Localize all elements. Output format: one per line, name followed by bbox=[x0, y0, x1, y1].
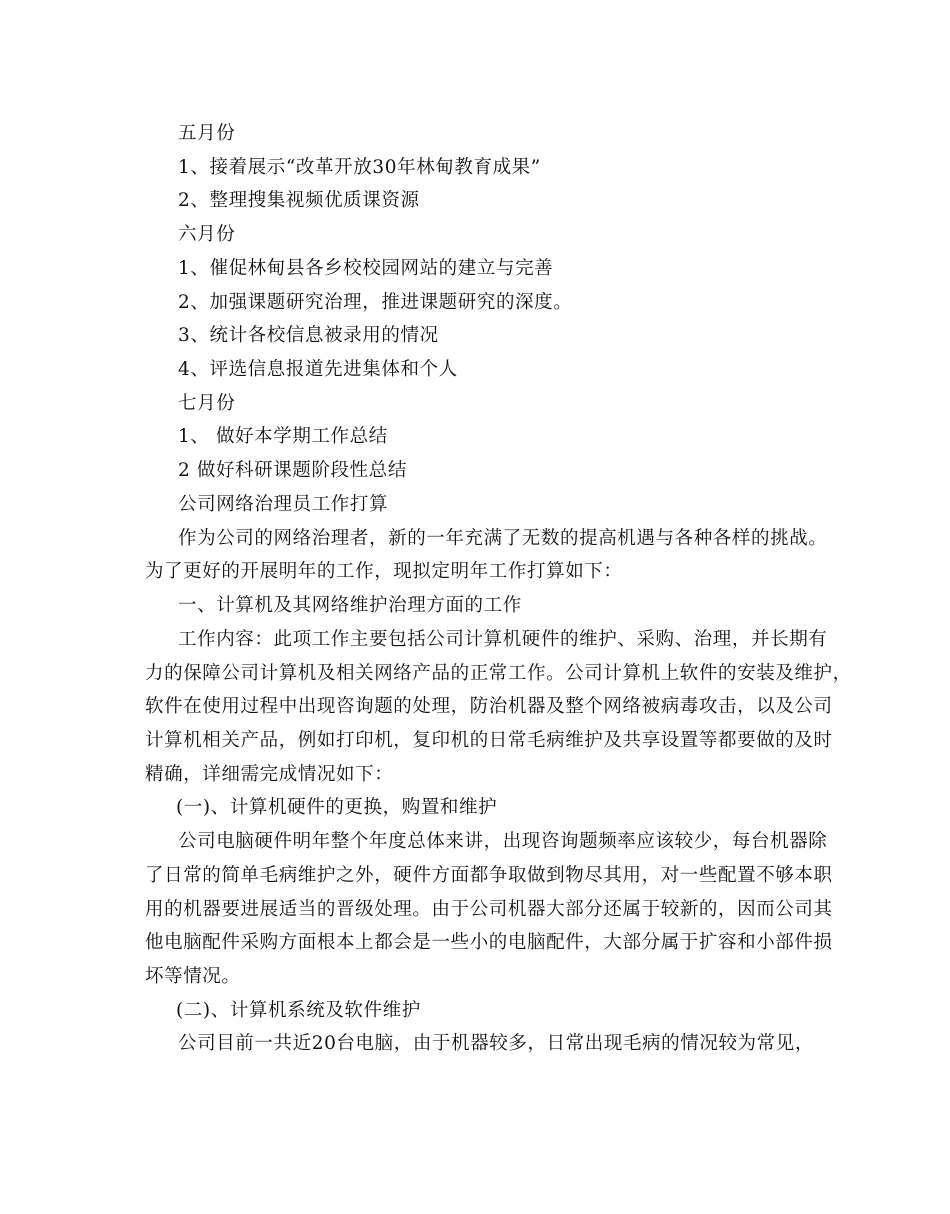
paragraph-line: 公司电脑硬件明年整个年度总体来讲，出现咨询题频率应该较少，每台机器除 bbox=[178, 831, 828, 852]
list-item: 1、 做好本学期工作总结 bbox=[178, 426, 388, 447]
paragraph-line: 精确，详细需完成情况如下： bbox=[145, 764, 394, 785]
paragraph-line: 为了更好的开展明年的工作，现拟定明年工作打算如下： bbox=[145, 561, 623, 582]
subsection-heading: (一)、计算机硬件的更换，购置和维护 bbox=[176, 797, 498, 818]
heading-may: 五月份 bbox=[178, 123, 236, 144]
list-item: 4、评选信息报道先进集体和个人 bbox=[178, 359, 458, 380]
section-title: 公司网络治理员工作打算 bbox=[178, 494, 389, 515]
section-heading: 一、计算机及其网络维护治理方面的工作 bbox=[178, 595, 522, 616]
paragraph-line: 公司目前一共近20台电脑，由于机器较多，日常出现毛病的情况较为常见， bbox=[178, 1033, 814, 1054]
paragraph-line: 了日常的简单毛病维护之外，硬件方面都争取做到物尽其用，对一些配置不够本职 bbox=[145, 865, 833, 886]
list-item: 2、整理搜集视频优质课资源 bbox=[178, 190, 420, 211]
paragraph-line: 力的保障公司计算机及相关网络产品的正常工作。公司计算机上软件的安装及维护， bbox=[145, 663, 852, 684]
list-item: 1、接着展示“改革开放30年林甸教育成果” bbox=[178, 157, 541, 178]
paragraph-line: 作为公司的网络治理者，新的一年充满了无数的提高机遇与各种各样的挑战。 bbox=[178, 528, 828, 549]
heading-june: 六月份 bbox=[178, 224, 236, 245]
list-item: 2、加强课题研究治理，推进课题研究的深度。 bbox=[178, 292, 573, 313]
paragraph-line: 用的机器要进展适当的晋级处理。由于公司机器大部分还属于较新的，因而公司其 bbox=[145, 899, 833, 920]
paragraph-line: 他电脑配件采购方面根本上都会是一些小的电脑配件，大部分属于扩容和小部件损 bbox=[145, 932, 833, 953]
list-item: 3、统计各校信息被录用的情况 bbox=[178, 325, 439, 346]
paragraph-line: 计算机相关产品，例如打印机，复印机的日常毛病维护及共享设置等都要做的及时 bbox=[145, 730, 833, 751]
paragraph-line: 工作内容：此项工作主要包括公司计算机硬件的维护、采购、治理，并长期有 bbox=[178, 629, 828, 650]
paragraph-line: 坏等情况。 bbox=[145, 966, 241, 987]
subsection-heading: (二)、计算机系统及软件维护 bbox=[176, 1000, 421, 1021]
list-item: 2 做好科研课题阶段性总结 bbox=[178, 460, 407, 481]
heading-july: 七月份 bbox=[178, 393, 236, 414]
paragraph-line: 软件在使用过程中出现咨询题的处理，防治机器及整个网络被病毒攻击，以及公司 bbox=[145, 696, 833, 717]
list-item: 1、催促林甸县各乡校校园网站的建立与完善 bbox=[178, 258, 554, 279]
